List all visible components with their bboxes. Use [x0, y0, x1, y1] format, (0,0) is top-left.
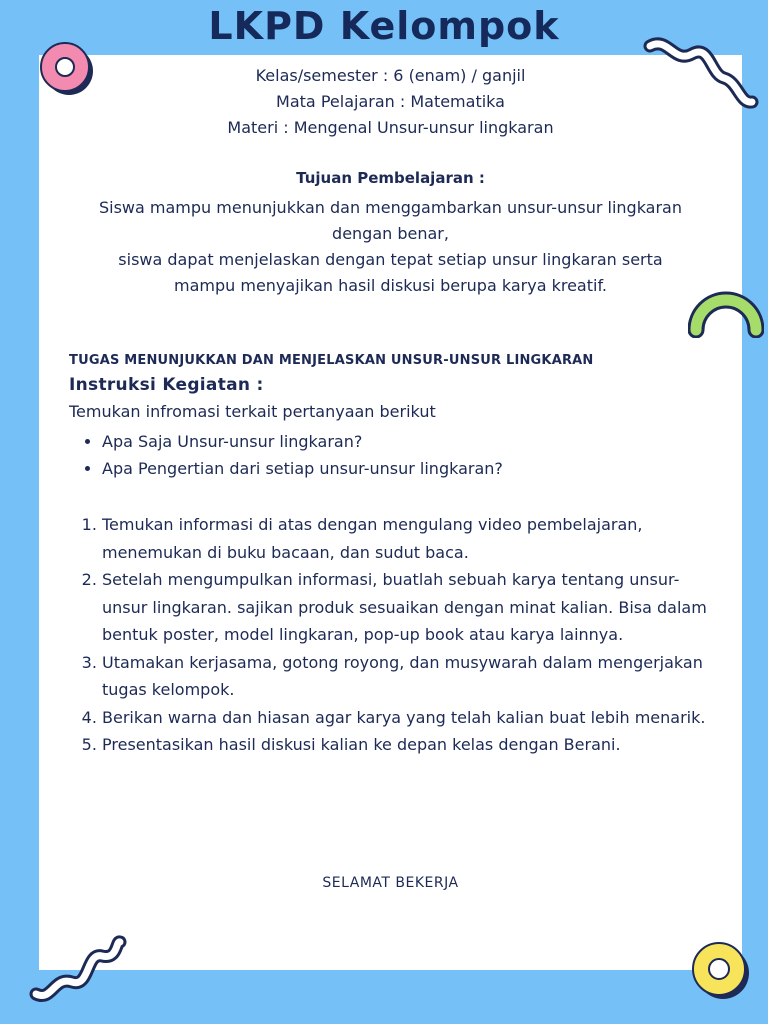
green-arch-icon	[688, 290, 764, 338]
question-item: • Apa Pengertian dari setiap unsur-unsur lingkaran?	[102, 455, 742, 482]
step-item: 2. Setelah mengumpulkan informasi, buatlah sebuah karya tentang unsur-unsur lingkaran. sajikan produk sesuaikan dengan minat kalian. Bisa dalam bentuk poster, model lingkaran, pop-up book atau karya lainnya.	[102, 566, 722, 649]
step-item: 4. Berikan warna dan hiasan agar karya yang telah kalian buat lebih menarik.	[102, 704, 722, 732]
step-item: 5. Presentasikan hasil diskusi kalian ke depan kelas dengan Berani.	[102, 731, 722, 759]
worksheet-card	[39, 55, 742, 970]
instruction-title: Instruksi Kegiatan :	[69, 375, 264, 395]
goals-line: mampu menyajikan hasil diskusi berupa karya kreatif.	[174, 276, 607, 295]
step-item: 1. Temukan informasi di atas dengan mengulang video pembelajaran, menemukan di buku bacaan, dan sudut baca.	[102, 511, 722, 566]
goals-title: Tujuan Pembelajaran :	[296, 169, 485, 187]
goals-line: dengan benar,	[332, 224, 449, 243]
meta-subject: Mata Pelajaran : Matematika	[276, 92, 505, 111]
squiggle-icon	[28, 930, 128, 1006]
instruction-text: Temukan infromasi terkait pertanyaan berikut	[69, 402, 436, 421]
closing-text: SELAMAT BEKERJA	[322, 875, 459, 891]
question-item: • Apa Saja Unsur-unsur lingkaran?	[102, 428, 742, 455]
page-title: LKPD Kelompok	[208, 4, 560, 48]
goals-text	[39, 195, 742, 299]
meta-topic: Materi : Mengenal Unsur-unsur lingkaran	[227, 118, 554, 137]
step-list	[69, 511, 722, 759]
goals-line: siswa dapat menjelaskan dengan tepat setiap unsur lingkaran serta	[118, 250, 663, 269]
goals-line: Siswa mampu menunjukkan dan menggambarkan unsur-unsur lingkaran	[98, 198, 682, 217]
squiggle-icon	[640, 34, 760, 114]
yellow-ring-icon	[688, 938, 754, 1004]
meta-block	[39, 63, 742, 141]
meta-class: Kelas/semester : 6 (enam) / ganjil	[255, 66, 526, 85]
pink-ring-icon	[36, 38, 98, 100]
question-list	[69, 428, 742, 482]
step-item: 3. Utamakan kerjasama, gotong royong, dan musywarah dalam mengerjakan tugas kelompok.	[102, 649, 722, 704]
task-heading: TUGAS MENUNJUKKAN DAN MENJELASKAN UNSUR-UNSUR LINGKARAN	[69, 353, 594, 368]
